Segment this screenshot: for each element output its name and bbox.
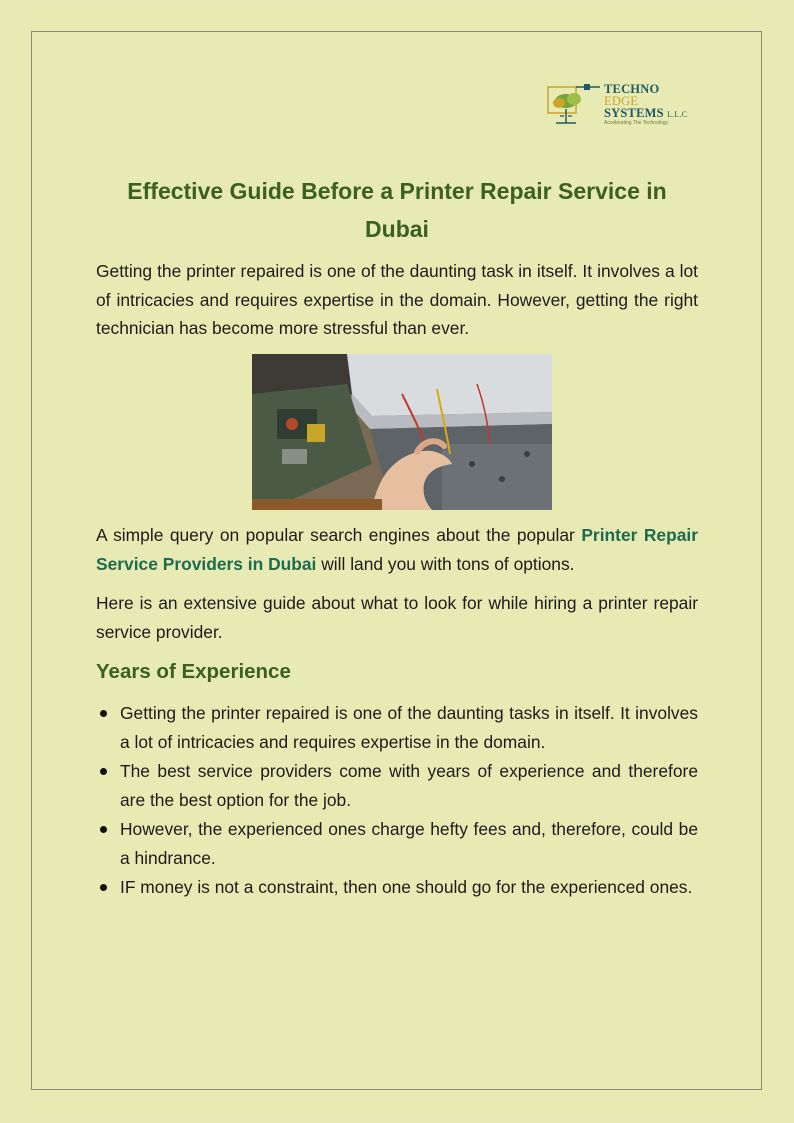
experience-bullet-list <box>96 699 698 903</box>
logo-llc: L.L.C <box>667 110 688 119</box>
list-item <box>96 699 698 756</box>
list-item-text: IF money is not a constraint, then one should go for the experienced ones. <box>120 877 693 897</box>
logo-line-systems: SYSTEMS <box>604 106 664 120</box>
bullet-icon <box>100 884 107 891</box>
bullet-icon <box>100 710 107 717</box>
logo-wordmark <box>604 83 687 121</box>
printer-repair-photo <box>252 354 552 510</box>
logo-tagline: Accelerating The Technology <box>604 120 669 126</box>
query-text-after: will land you with tons of options. <box>316 553 575 574</box>
bullet-icon <box>100 768 107 775</box>
logo-icon <box>546 83 602 129</box>
query-paragraph <box>96 521 698 578</box>
list-item-text: The best service providers come with years of experience and therefore are the best option for the job. <box>120 761 698 810</box>
document-title: Effective Guide Before a Printer Repair Service in Dubai <box>127 178 667 242</box>
company-logo <box>546 83 696 129</box>
list-item-text: However, the experienced ones charge hefty fees and, therefore, could be a hindrance. <box>120 819 698 868</box>
section-heading: Years of Experience <box>96 660 291 683</box>
bullet-icon <box>100 826 107 833</box>
printer-repair-link[interactable]: Printer Repair Service Providers in Dubai <box>96 525 698 574</box>
list-item <box>96 873 698 902</box>
list-item <box>96 757 698 814</box>
query-text-before: A simple query on popular search engines about the popular <box>96 525 582 545</box>
list-item-text: Getting the printer repaired is one of the daunting tasks in itself. It involves a lot of intricacies and requires expertise in the domain. <box>120 703 698 752</box>
logo-line-techno: TECHNO <box>604 82 660 96</box>
guide-paragraph: Here is an extensive guide about what to look for while hiring a printer repair service provider. <box>96 593 698 642</box>
logo-line-edge: EDGE <box>604 94 639 108</box>
list-item <box>96 815 698 872</box>
intro-paragraph: Getting the printer repaired is one of the daunting task in itself. It involves a lot of intricacies and requires expertise in the domain. However, getting the right technician has become more stressful than ever. <box>96 261 698 338</box>
